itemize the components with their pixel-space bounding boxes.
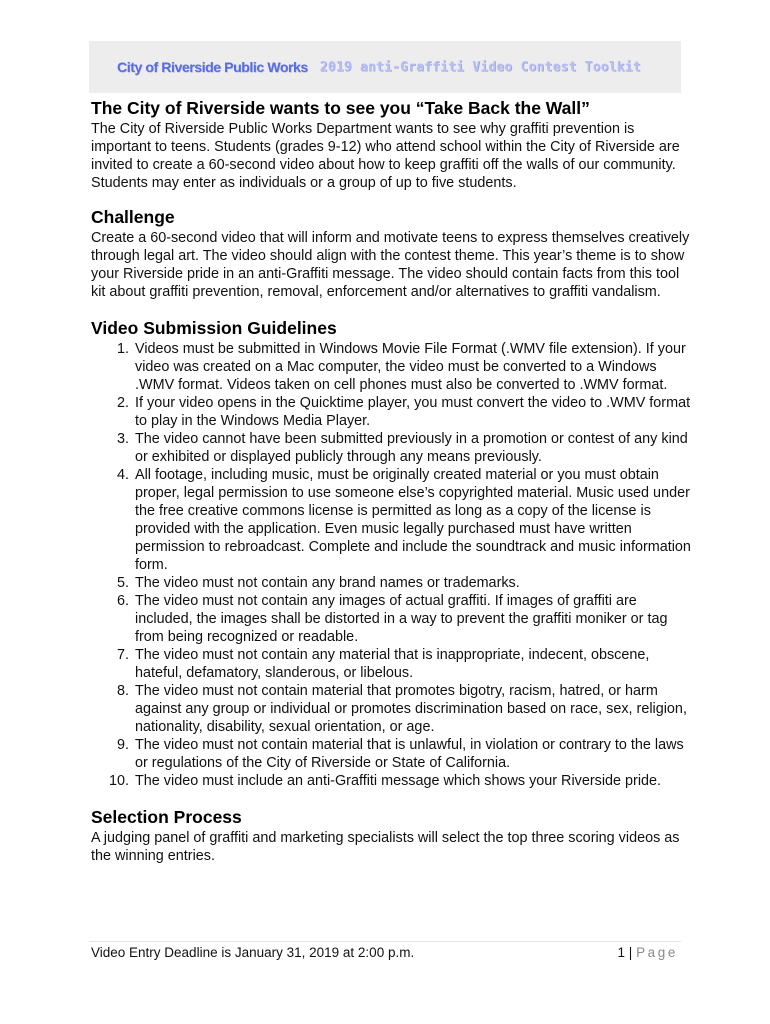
page-header-banner [89, 41, 681, 93]
list-item [91, 574, 691, 592]
list-item-number: 8. [116, 683, 129, 699]
list-item [91, 592, 691, 646]
list-item-text: All footage, including music, must be originally created material or you must obtain proper, legal permission to use someone else’s copyrighted material. Music used under the free creative commons license is permitted as long as a copy of the license is provided with the application. Even music legally purchased must have written permission to rebroadcast. Complete and include the soundtrack and music information form. [135, 467, 691, 573]
list-item-number: 6. [116, 593, 129, 609]
selection-heading: Selection Process [91, 807, 242, 827]
selection-paragraph: A judging panel of graffiti and marketing specialists will select the top three scoring videos as the winning entries. [91, 830, 680, 864]
intro-paragraph: The City of Riverside Public Works Department wants to see why graffiti prevention is important to teens. Students (grades 9-12) who attend school within the City of Riverside are invited to create a 60-second video about how to keep graffiti off the walls of our community. Students may enter as individuals or a group of up to five students. [91, 121, 680, 191]
list-item-text: The video cannot have been submitted previously in a promotion or contest of any kind or exhibited or displayed publicly through any means previously. [135, 431, 688, 465]
footer-deadline: Video Entry Deadline is January 31, 2019 at 2:00 p.m. [91, 945, 415, 960]
page-label: Page [636, 945, 678, 960]
list-item-text: The video must not contain any brand names or trademarks. [135, 575, 520, 591]
list-item [91, 682, 691, 736]
list-item-number: 1. [116, 341, 129, 357]
list-item-text: The video must include an anti-Graffiti message which shows your Riverside pride. [135, 773, 662, 789]
list-item [91, 340, 691, 394]
footer-divider [89, 941, 681, 942]
header-toolkit-title: 2019 anti-Graffiti Video Contest Toolkit [319, 59, 641, 75]
list-item [91, 772, 691, 790]
guidelines-heading: Video Submission Guidelines [91, 318, 337, 338]
list-item-text: The video must not contain material that is unlawful, in violation or contrary to the laws or regulations of the City of Riverside or State of California. [135, 737, 684, 771]
list-item-number: 4. [116, 467, 129, 483]
list-item-number: 3. [116, 431, 129, 447]
guidelines-list [91, 340, 691, 790]
list-item-text: The video must not contain any material that is inappropriate, indecent, obscene, hateful, defamatory, slanderous, or libelous. [135, 647, 650, 681]
intro-title: The City of Riverside wants to see you “Take Back the Wall” [91, 98, 590, 118]
challenge-heading: Challenge [91, 207, 175, 227]
header-org-name: City of Riverside Public Works [117, 59, 308, 75]
list-item [91, 466, 691, 574]
list-item [91, 430, 691, 466]
list-item-text: The video must not contain material that promotes bigotry, racism, hatred, or harm against any group or individual or promotes discrimination based on race, sex, religion, nationality, disability, sexual orientation, or age. [135, 683, 687, 735]
list-item [91, 394, 691, 430]
list-item-number: 10. [108, 773, 129, 789]
list-item-number: 9. [116, 737, 129, 753]
list-item-text: If your video opens in the Quicktime player, you must convert the video to .WMV format to play in the Windows Media Player. [135, 395, 691, 429]
list-item [91, 736, 691, 772]
list-item-text: Videos must be submitted in Windows Movie File Format (.WMV file extension). If your video was created on a Mac computer, the video must be converted to a Windows .WMV format. Videos taken on cell phones must also be converted to .WMV format. [135, 341, 686, 393]
list-item-text: The video must not contain any images of actual graffiti. If images of graffiti are included, the images shall be distorted in a way to prevent the graffiti moniker or tag from being recognized or readable. [135, 593, 668, 645]
footer-page-indicator [618, 945, 679, 960]
document-body [91, 96, 691, 865]
list-item-number: 2. [116, 395, 129, 411]
list-item-number: 5. [116, 575, 129, 591]
page-number: 1 [617, 945, 626, 960]
challenge-paragraph: Create a 60-second video that will inform and motivate teens to express themselves creatively through legal art. The video should align with the contest theme. This year’s theme is to show your Riverside pride in an anti-Graffiti message. The video should contain facts from this tool kit about graffiti prevention, removal, enforcement and/or alternatives to graffiti vandalism. [91, 230, 690, 300]
page-separator: | [628, 945, 633, 960]
list-item [91, 646, 691, 682]
list-item-number: 7. [116, 647, 129, 663]
